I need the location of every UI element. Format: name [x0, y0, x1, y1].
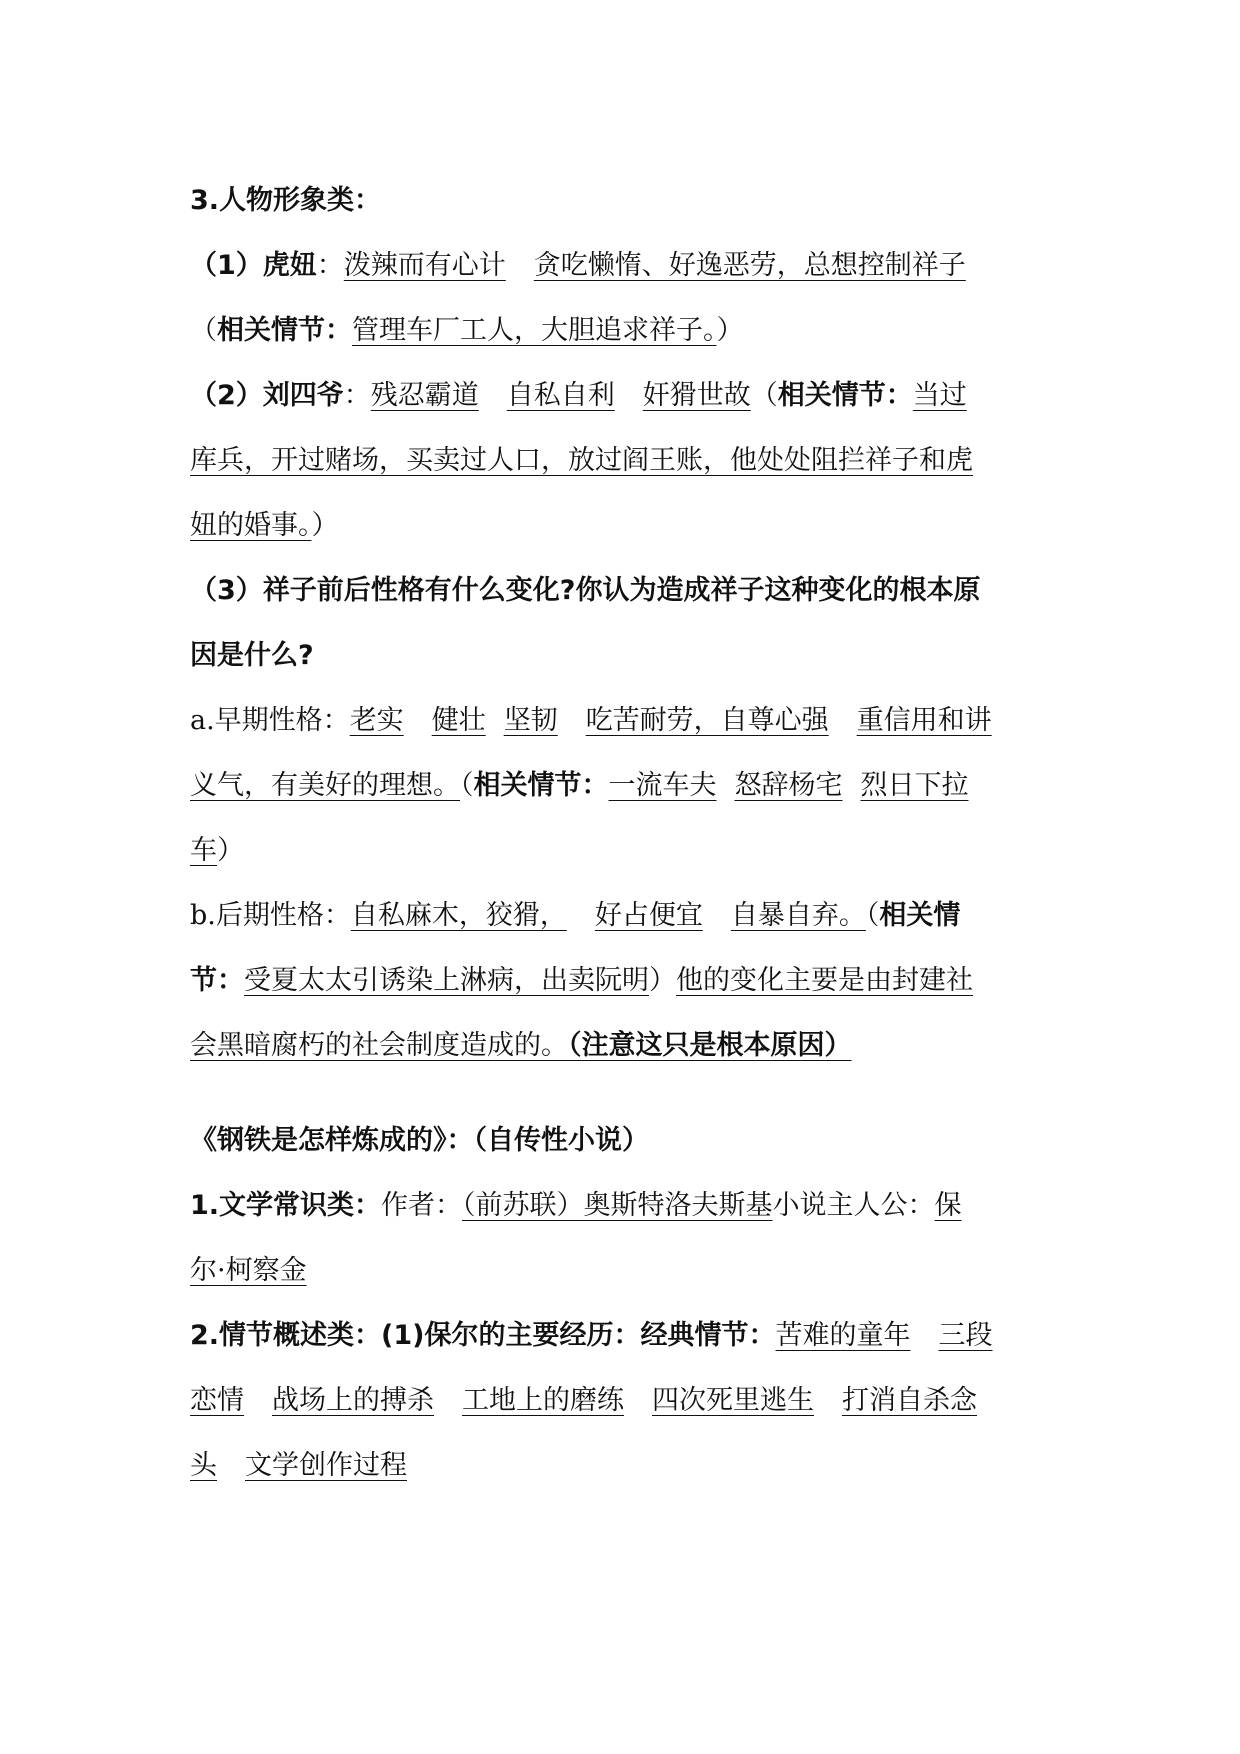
early-line-2 [190, 753, 1070, 818]
plot-item-3: 战场上的搏杀 [272, 1385, 434, 1416]
cause-text-2: 会黑暗腐朽的社会制度造成的。 [190, 1030, 568, 1061]
steel-title-line [190, 1108, 1070, 1173]
liusiye-line-3 [190, 493, 1070, 558]
early-plot-2: 怒辞杨宅 [734, 770, 843, 801]
plot-line-3 [190, 1433, 1070, 1498]
paren-open: （ [750, 380, 778, 411]
document-page [190, 168, 1070, 1498]
huniu-trait-2: 贪吃懒惰、好逸恶劳，总想控制祥子 [533, 250, 966, 281]
plot-label: 2.情节概述类：(1)保尔的主要经历：经典情节： [190, 1320, 776, 1351]
paren-open: （ [460, 770, 474, 801]
early-plot-3-cont: 车 [190, 835, 217, 866]
author-label: 作者： [381, 1190, 463, 1221]
late-trait-1: 自私麻木，狡猾， [350, 900, 567, 931]
question-line-1 [190, 558, 1070, 623]
liusiye-label: （2）刘四爷 [190, 380, 344, 411]
early-line-3 [190, 818, 1070, 883]
plot-item-5: 四次死里逃生 [652, 1385, 814, 1416]
early-plot-1: 一流车夫 [608, 770, 717, 801]
late-trait-2: 好占便宜 [594, 900, 703, 931]
camel-section-heading [190, 168, 1070, 233]
lit-line-2 [190, 1238, 1070, 1303]
paren-close: ） [649, 965, 676, 996]
colon: ： [316, 250, 344, 281]
late-label: b.后期性格： [190, 900, 351, 931]
late-line-2 [190, 948, 1070, 1013]
hero-name-1: 保 [934, 1190, 962, 1221]
plot-item-6: 打消自杀念 [842, 1385, 977, 1416]
early-trait-5: 重信用和讲 [856, 705, 992, 736]
cause-note: （注意这只是根本原因） [568, 1030, 852, 1061]
question-text-2: 因是什么? [190, 640, 314, 671]
early-trait-3: 坚韧 [503, 705, 558, 736]
question-text-1: （3）祥子前后性格有什么变化?你认为造成祥子这种变化的根本原 [190, 575, 981, 606]
liusiye-related-plot-part-3: 妞的婚事。 [190, 510, 312, 541]
liusiye-related-plot-part-1: 当过 [912, 380, 967, 411]
paren-close: ） [217, 835, 244, 866]
liusiye-line-1 [190, 363, 1070, 428]
related-plot-label-cont: 节： [190, 965, 244, 996]
plot-line-2 [190, 1368, 1070, 1433]
huniu-line-1 [190, 233, 1070, 298]
liusiye-trait-2: 自私自利 [506, 380, 615, 411]
paren-open: （ [190, 315, 217, 346]
huniu-related-plot: 管理车厂工人，大胆追求祥子。 [352, 315, 717, 346]
liusiye-related-plot-part-2: 库兵，开过赌场，买卖过人口，放过阎王账，他处处阻拦祥子和虎 [190, 445, 973, 476]
early-label: a.早期性格： [190, 705, 350, 736]
cause-text-1: 他的变化主要是由封建社 [676, 965, 973, 996]
related-plot-label: 相关情 [879, 900, 961, 931]
huniu-line-2 [190, 298, 1070, 363]
early-trait-2: 健壮 [431, 705, 486, 736]
hero-label: 小说主人公： [772, 1190, 935, 1221]
early-trait-4: 吃苦耐劳，自尊心强 [585, 705, 829, 736]
plot-line-1 [190, 1303, 1070, 1368]
early-plot-3: 烈日下拉 [860, 770, 969, 801]
early-trait-6: 义气，有美好的理想。 [190, 770, 460, 801]
late-line-3 [190, 1013, 1070, 1078]
plot-item-4: 工地上的磨练 [462, 1385, 624, 1416]
liusiye-line-2 [190, 428, 1070, 493]
plot-item-7: 文学创作过程 [245, 1450, 407, 1481]
late-trait-3: 自暴自弃。 [730, 900, 866, 931]
paren-close: ） [716, 315, 744, 346]
plot-item-2-cont: 恋情 [190, 1385, 244, 1416]
liusiye-trait-1: 残忍霸道 [370, 380, 479, 411]
paren-close: ） [311, 510, 339, 541]
huniu-trait-1: 泼辣而有心计 [343, 250, 506, 281]
liusiye-trait-3: 奸猾世故 [642, 380, 751, 411]
plot-item-6-cont: 头 [190, 1450, 217, 1481]
paren-open: （ [865, 900, 880, 931]
author-name: （前苏联）奥斯特洛夫斯基 [462, 1190, 773, 1221]
hero-name-2: 尔·柯察金 [190, 1255, 307, 1286]
early-trait-1: 老实 [349, 705, 404, 736]
related-plot-label: 相关情节： [217, 315, 352, 346]
section-heading: 3.人物形象类： [190, 185, 382, 216]
question-line-2 [190, 623, 1070, 688]
colon: ： [343, 380, 371, 411]
related-plot-label: 相关情节： [777, 380, 913, 411]
related-plot-label: 相关情节： [473, 770, 609, 801]
book-title: 《钢铁是怎样炼成的》：（自传性小说） [190, 1125, 649, 1156]
late-related-plot: 受夏太太引诱染上淋病，出卖阮明 [244, 965, 649, 996]
huniu-label: （1）虎妞 [190, 250, 317, 281]
lit-line-1 [190, 1173, 1070, 1238]
plot-item-1: 苦难的童年 [775, 1320, 911, 1351]
early-line-1 [190, 688, 1070, 753]
late-line-1 [190, 883, 1070, 948]
lit-label: 1.文学常识类： [190, 1190, 382, 1221]
plot-item-2: 三段 [938, 1320, 993, 1351]
